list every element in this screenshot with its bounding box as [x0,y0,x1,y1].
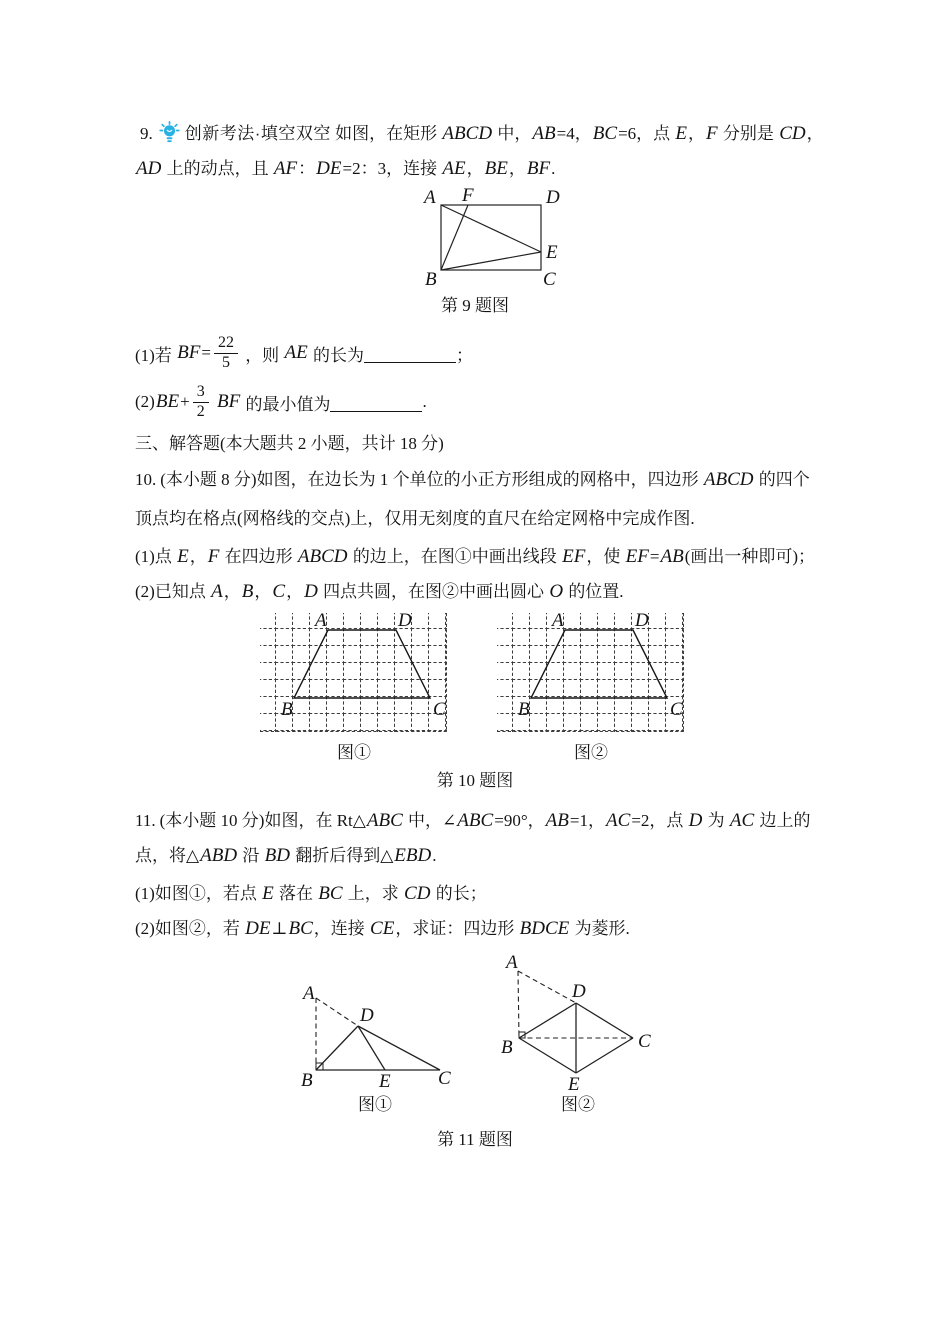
segment-be [441,252,541,270]
figure-10-grid-1 [258,611,450,735]
fraction: $\frac{3}{2}$ [193,383,209,422]
section-3-header: 三、解答题(本大题共 2 小题，共计 18 分) [135,434,444,453]
vertex-label-a: A [506,952,518,973]
vertex-label-d: D [398,610,412,631]
vertex-label-c: C [438,1068,451,1089]
question-11-number: 11. [135,811,156,830]
question-11-line-1 [135,809,811,833]
vertex-label-a: A [315,610,327,631]
vertex-label-a: A [303,983,315,1004]
rectangle-abcd [441,205,541,270]
question-9-line-2: AD 上的动点，且 AF：DE=2：3，连接 AE，BE，BF. [136,158,556,179]
dashed-segment-ab [518,971,519,1038]
question-10-sub-2: (2)已知点 A，B，C，D 四点共圆，在图②中画出圆心 O 的位置. [135,581,624,602]
vertex-label-d: D [635,610,649,631]
dashed-segment-ad [316,998,358,1026]
question-10-text: (本小题 8 分)如图，在边长为 1 个单位的小正方形组成的网格中，四边形 ABCD 的四个 [160,469,810,490]
vertex-label-e: E [546,242,558,263]
vertex-label-c: C [670,699,683,720]
figure-11-panel-1-caption: 图① [358,1095,392,1114]
lightbulb-icon [159,121,180,151]
segment-ce [576,1038,633,1073]
question-9-line-1 [140,121,824,151]
segment-dc [358,1026,440,1070]
vertex-label-e: E [568,1074,580,1095]
question-10-line-1 [135,468,810,492]
figure-11-diagram-1 [290,955,460,1095]
question-11-sub-2: (2)如图②，若 DE⊥BC，连接 CE，求证：四边形 BDCE 为菱形. [135,918,630,939]
vertex-label-a: A [552,610,564,631]
answer-blank [364,360,456,363]
vertex-label-c: C [433,699,446,720]
figure-9-caption: 第 9 题图 [441,296,509,315]
vertex-label-a: A [424,187,436,208]
vertex-label-d: D [360,1005,374,1026]
question-11-text: (本小题 10 分)如图，在 Rt△ABC 中，∠ABC=90°，AB=1，AC=2，点 D 为 AC 边上的 [159,810,811,831]
question-10-number: 10. [135,470,157,489]
question-10-line-2: 顶点均在格点(网格线的交点)上，仅用无刻度的直尺在给定网格中完成作图. [135,509,695,528]
segment-eb [519,1038,576,1073]
vertex-label-f: F [462,185,474,206]
vertex-label-c: C [543,269,556,290]
segment-bf [441,205,468,270]
fraction: $\frac{22}{5}$ [214,334,238,373]
answer-blank [330,409,422,412]
vertex-label-b: B [301,1070,313,1091]
question-9-sub-2: (2) BE + $\frac{3}{2}$ BF 的最小值为 . [135,382,427,420]
vertex-label-d: D [546,187,560,208]
figure-11-panel-2-caption: 图② [561,1095,595,1114]
vertex-label-b: B [281,699,293,720]
vertex-label-b: B [501,1037,513,1058]
segment-dc [576,1003,633,1038]
figure-11-caption: 第 11 题图 [437,1130,513,1149]
figure-10-panel-2-caption: 图② [574,743,608,762]
segment-ae [441,205,541,252]
dashed-segment-ad [518,971,576,1003]
figure-11-diagram-2 [498,948,658,1096]
question-11-line-2: 点，将△ABD 沿 BD 翻折后得到△EBD. [135,845,437,866]
question-9-text: 创新考法·填空双空 如图，在矩形 ABCD 中，AB=4，BC=6，点 E，F 分别是 CD， [184,123,824,144]
vertex-label-b: B [425,269,437,290]
figure-9-diagram [415,185,585,292]
vertex-label-b: B [518,699,530,720]
figure-10-panel-1-caption: 图① [337,743,371,762]
segment-bd [519,1003,576,1038]
question-11-sub-1: (1)如图①，若点 E 落在 BC 上，求 CD 的长； [135,883,487,904]
figure-10-grid-2 [495,611,687,735]
question-9-number: 9. [140,124,153,143]
question-10-sub-1: (1)点 E，F 在四边形 ABCD 的边上，在图①中画出线段 EF，使 EF=AB(画出一种即可)； [135,546,816,567]
vertex-label-d: D [572,981,586,1002]
figure-10-caption: 第 10 题图 [436,771,514,790]
question-9-sub-1: (1)若 BF = $\frac{22}{5}$ ，则 AE 的长为 ； [135,333,473,371]
vertex-label-e: E [379,1071,391,1092]
vertex-label-c: C [638,1031,651,1052]
